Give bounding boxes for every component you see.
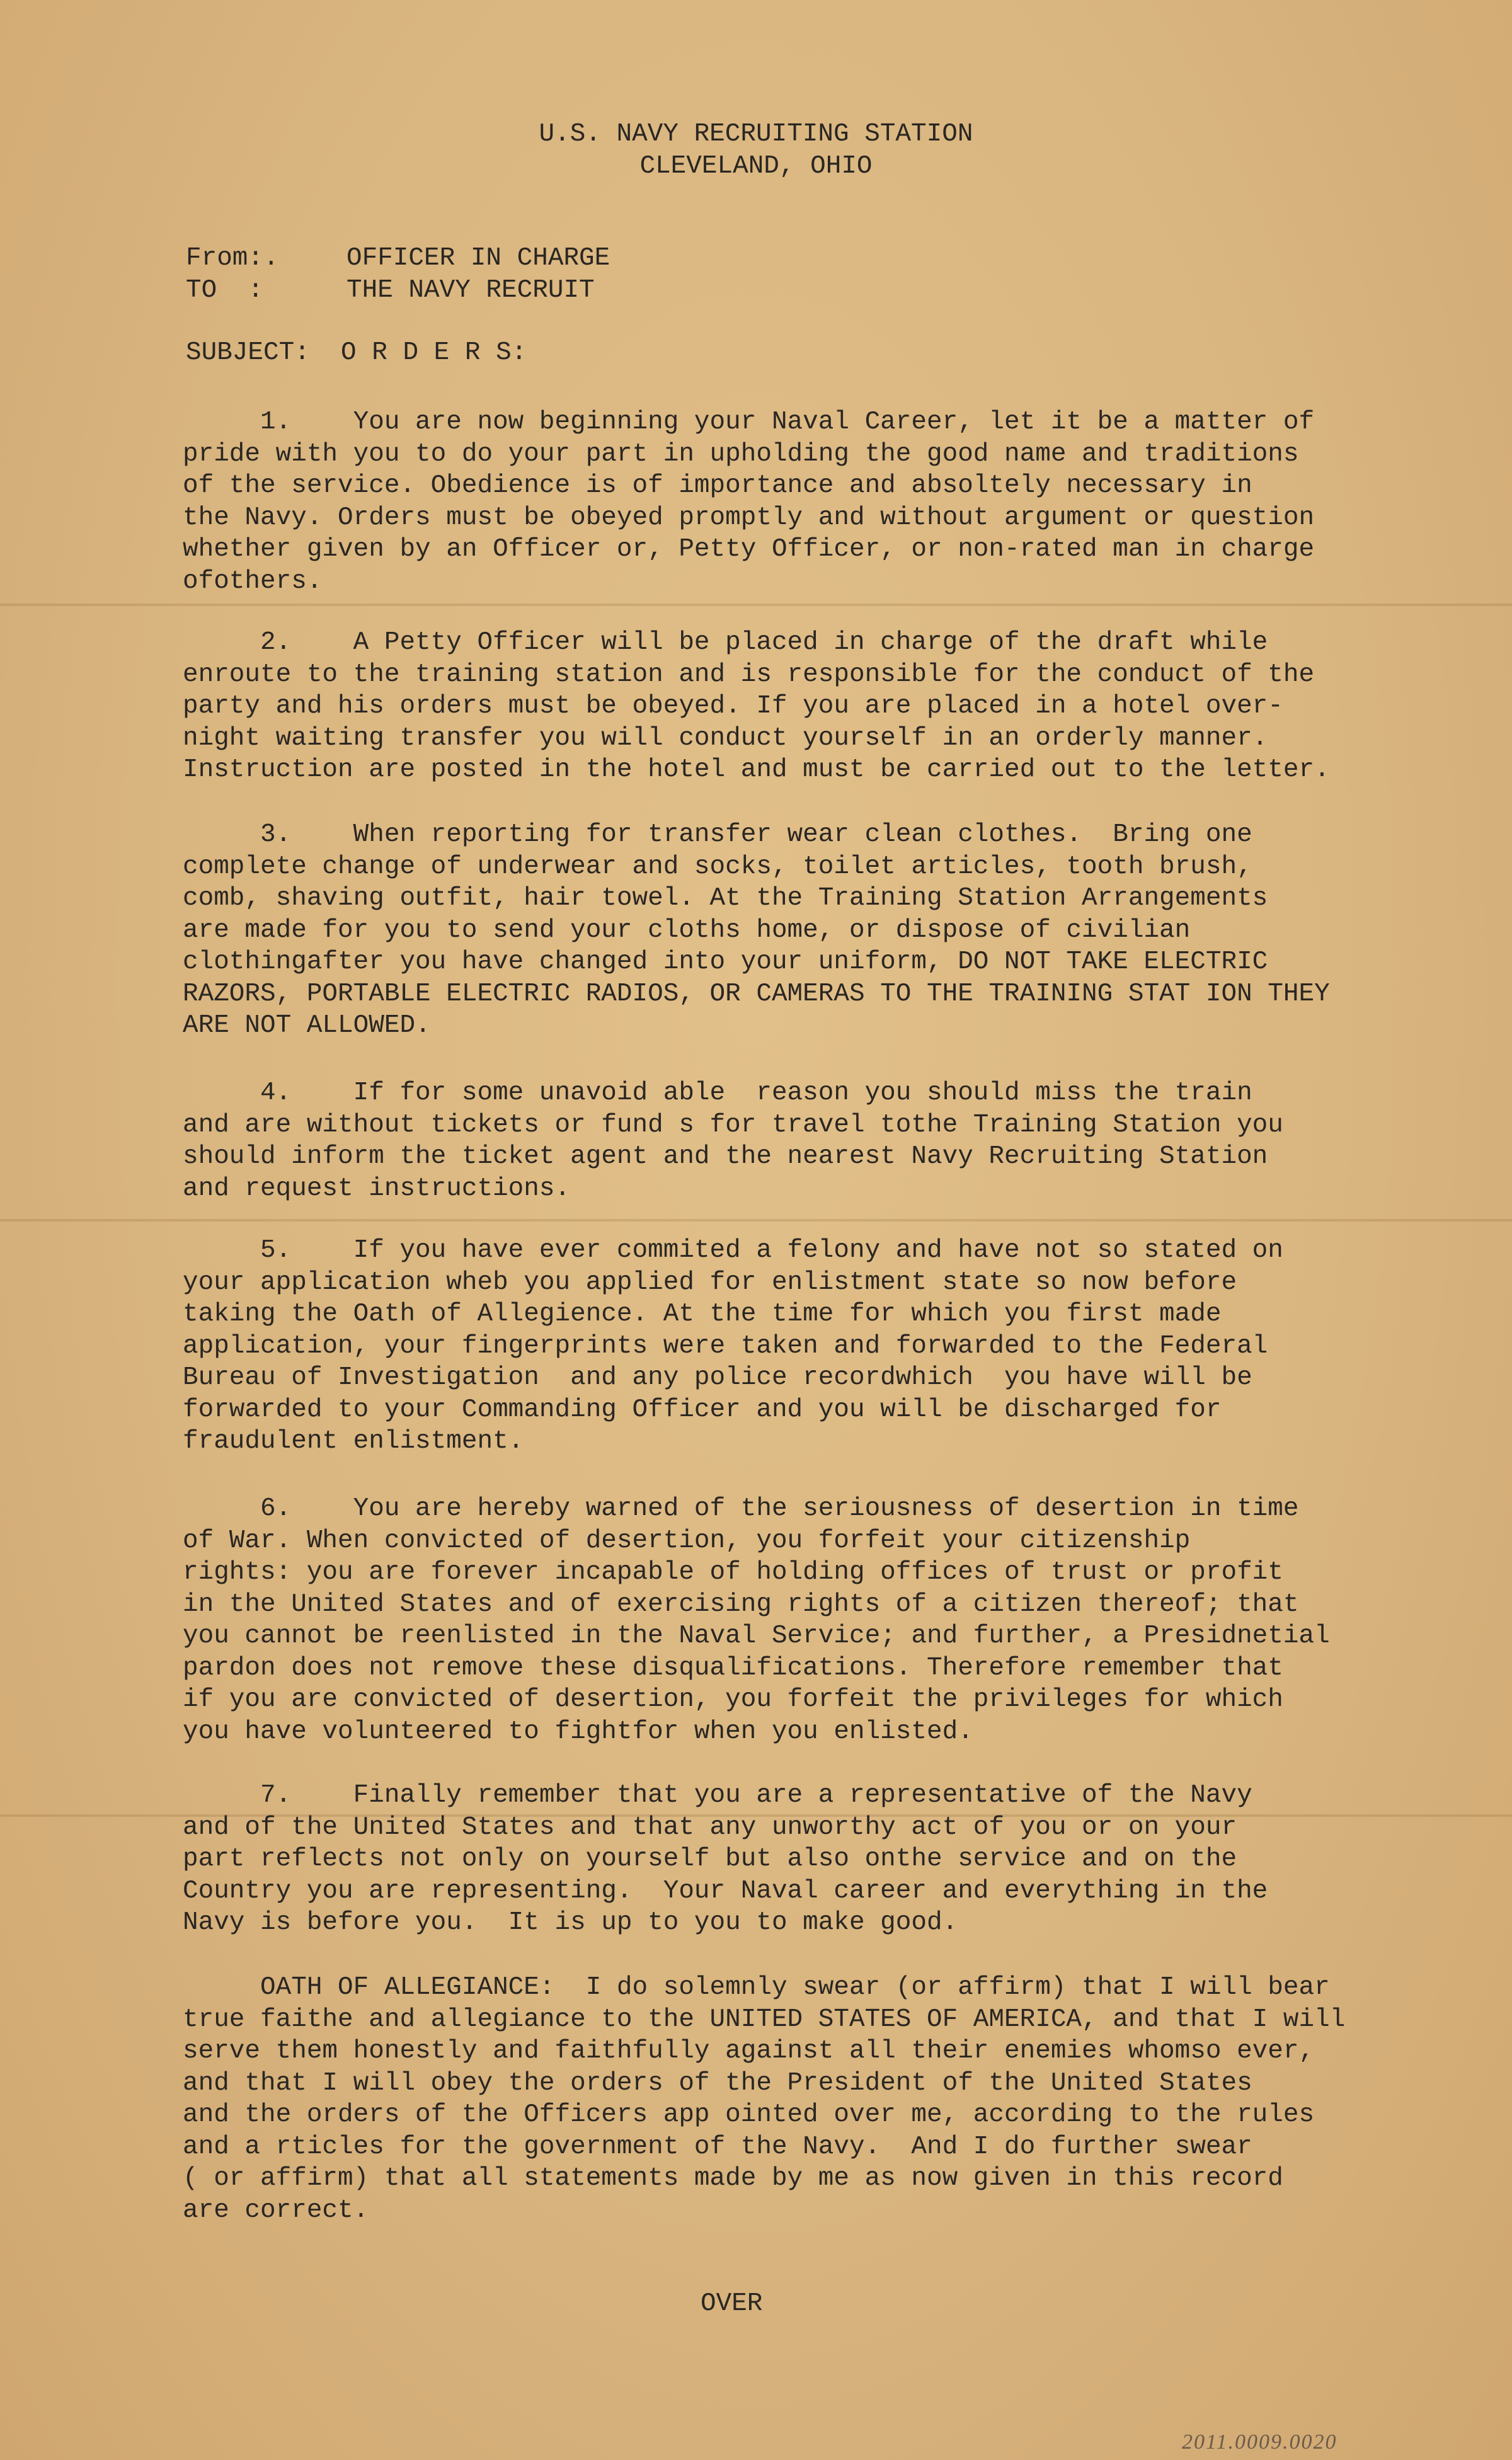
paragraph-line: party and his orders must be obeyed. If you are placed in a hotel over- bbox=[183, 692, 1283, 721]
paragraph-line: RAZORS, PORTABLE ELECTRIC RADIOS, OR CAMERAS TO THE TRAINING STAT ION THEY bbox=[183, 979, 1330, 1009]
paragraph-line: in the United States and of exercising rights of a citizen thereof; that bbox=[183, 1589, 1299, 1619]
paragraph-line: Country you are representing. Your Naval career and everything in the bbox=[183, 1876, 1268, 1906]
paragraph-line: and the orders of the Officers app ointed over me, according to the rules bbox=[183, 2100, 1315, 2129]
paragraph-line: pride with you to do your part in upholding the good name and traditions bbox=[183, 439, 1299, 469]
paragraph-line: 4. If for some unavoid able reason you should miss the train bbox=[183, 1078, 1252, 1107]
paragraph-8 bbox=[183, 1972, 1367, 2226]
paragraph-line: 6. You are hereby warned of the seriousness of desertion in time bbox=[183, 1494, 1299, 1523]
letterhead bbox=[536, 118, 976, 182]
paragraph-line: are correct. bbox=[183, 2195, 369, 2225]
paragraph-line: you have volunteered to fightfor when you enlisted. bbox=[183, 1717, 973, 1746]
paragraph-line: ( or affirm) that all statements made by me as now given in this record bbox=[183, 2164, 1283, 2193]
paragraph-line: are made for you to send your cloths home, or dispose of civilian bbox=[183, 915, 1191, 945]
paragraph-line: application, your fingerprints were taken and forwarded to the Federal bbox=[183, 1331, 1268, 1361]
letterhead-station: U.S. NAVY RECRUITING STATION bbox=[539, 120, 973, 149]
paragraph-line: and of the United States and that any unworthy act of you or on your bbox=[183, 1812, 1237, 1842]
paragraph-line: ARE NOT ALLOWED. bbox=[183, 1011, 431, 1040]
paragraph-line: 2. A Petty Officer will be placed in charge of the draft while bbox=[183, 628, 1268, 657]
fold-line bbox=[0, 1219, 1512, 1221]
paragraph-line: whether given by an Officer or, Petty Officer, or non-rated man in charge bbox=[183, 535, 1315, 564]
memo-from-label: From:. bbox=[186, 244, 279, 273]
paragraph-4 bbox=[183, 1077, 1367, 1204]
paragraph-line: the Navy. Orders must be obeyed promptly and without argument or question bbox=[183, 503, 1315, 532]
letterhead-city: CLEVELAND, OHIO bbox=[639, 151, 873, 181]
memo-block bbox=[186, 243, 816, 306]
paragraph-1 bbox=[183, 406, 1367, 597]
paragraph-line: 7. Finally remember that you are a representative of the Navy bbox=[183, 1781, 1252, 1810]
paragraph-line: comb, shaving outfit, hair towel. At the Training Station Arrangements bbox=[183, 884, 1268, 913]
paragraph-line: 1. You are now beginning your Naval Career, let it be a matter of bbox=[183, 408, 1315, 437]
memo-from-row bbox=[186, 243, 816, 275]
paragraph-line: Bureau of Investigation and any police recordwhich you have will be bbox=[183, 1363, 1252, 1392]
paragraph-line: Navy is before you. It is up to you to make good. bbox=[183, 1908, 958, 1937]
paragraph-line: and request instructions. bbox=[183, 1174, 571, 1203]
paragraph-line: 5. If you have ever commited a felony and have not so stated on bbox=[183, 1236, 1283, 1265]
paragraph-3 bbox=[183, 819, 1367, 1042]
accession-number: 2011.0009.0020 bbox=[1182, 2430, 1337, 2454]
memo-subject: SUBJECT: O R D E R S: bbox=[186, 338, 527, 367]
paragraph-2 bbox=[183, 627, 1367, 786]
paragraph-line: fraudulent enlistment. bbox=[183, 1427, 524, 1456]
paragraph-line: pardon does not remove these disqualifications. Therefore remember that bbox=[183, 1653, 1283, 1683]
paragraph-line: rights: you are forever incapable of holding offices of trust or profit bbox=[183, 1558, 1283, 1587]
paragraph-line: true faithe and allegiance to the UNITED STATES OF AMERICA, and that I will bbox=[183, 2005, 1346, 2034]
paragraph-line: Instruction are posted in the hotel and must be carried out to the letter. bbox=[183, 755, 1330, 784]
paragraph-line: you cannot be reenlisted in the Naval Service; and further, a Presidnetial bbox=[183, 1622, 1330, 1650]
paragraph-line: 3. When reporting for transfer wear clean clothes. Bring one bbox=[183, 820, 1252, 849]
paragraph-line: and a rticles for the government of the Navy. And I do further swear bbox=[183, 2132, 1252, 2161]
paragraph-line: your application wheb you applied for enlistment state so now before bbox=[183, 1267, 1237, 1297]
fold-line bbox=[0, 604, 1512, 606]
paragraph-line: complete change of underwear and socks, toilet articles, tooth brush, bbox=[183, 852, 1252, 881]
paragraph-line: of War. When convicted of desertion, you forfeit your citizenship bbox=[183, 1526, 1191, 1555]
paragraph-line: should inform the ticket agent and the nearest Navy Recruiting Station bbox=[183, 1142, 1268, 1171]
paragraph-line: forwarded to your Commanding Officer and you will be discharged for bbox=[183, 1395, 1222, 1424]
paragraph-line: serve them honestly and faithfully against all their enemies whomso ever, bbox=[183, 2037, 1315, 2066]
memo-from-value: OFFICER IN CHARGE bbox=[346, 244, 610, 273]
memo-to-label: TO : bbox=[186, 275, 264, 305]
paragraph-line: if you are convicted of desertion, you forfeit the privileges for which bbox=[183, 1685, 1283, 1714]
paragraph-line: of the service. Obedience is of importance and absoltely necessary in bbox=[183, 471, 1252, 500]
memo-to-value: THE NAVY RECRUIT bbox=[346, 275, 595, 305]
paragraph-line: taking the Oath of Allegience. At the time for which you first made bbox=[183, 1300, 1222, 1329]
paragraph-line: and are without tickets or fund s for travel tothe Training Station you bbox=[183, 1110, 1283, 1140]
paragraph-line: enroute to the training station and is responsible for the conduct of the bbox=[183, 660, 1315, 689]
paragraph-line: clothingafter you have changed into your uniform, DO NOT TAKE ELECTRIC bbox=[183, 947, 1268, 976]
over-note: OVER bbox=[701, 2289, 763, 2318]
paragraph-6 bbox=[183, 1493, 1367, 1748]
paragraph-5 bbox=[183, 1235, 1367, 1458]
paragraph-line: OATH OF ALLEGIANCE: I do solemnly swear (or affirm) that I will bear bbox=[183, 1973, 1330, 2002]
memo-to-row bbox=[186, 275, 816, 307]
paragraph-7 bbox=[183, 1780, 1367, 1939]
paragraph-line: part reflects not only on yourself but also onthe service and on the bbox=[183, 1845, 1237, 1874]
paragraph-line: ofothers. bbox=[183, 566, 323, 596]
paragraph-line: night waiting transfer you will conduct yourself in an orderly manner. bbox=[183, 723, 1268, 753]
paragraph-line: and that I will obey the orders of the President of the United States bbox=[183, 2068, 1252, 2098]
